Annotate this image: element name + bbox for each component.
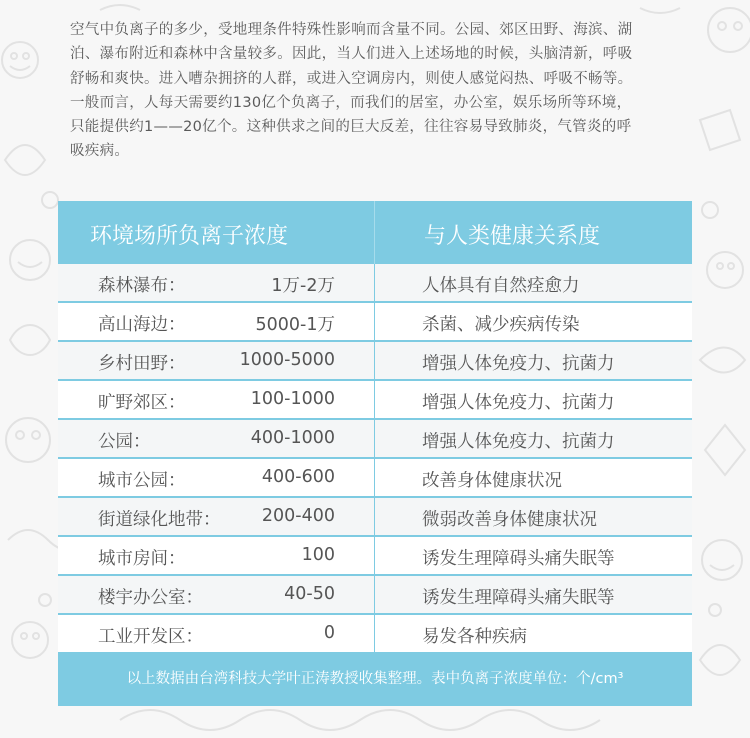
cell-effect: 诱发生理障碍头痛失眠等	[422, 588, 615, 608]
table-row	[58, 615, 692, 654]
cell-effect: 增强人体免疫力、抗菌力	[422, 393, 615, 413]
cell-concentration: 40-50	[284, 584, 335, 604]
intro-paragraph	[70, 18, 690, 164]
table-footnote: 以上数据由台湾科技大学叶正涛教授收集整理。表中负离子浓度单位：个/cm³	[126, 671, 624, 687]
cell-effect: 诱发生理障碍头痛失眠等	[422, 549, 615, 569]
header-health-relation: 与人类健康关系度	[424, 224, 601, 249]
cell-place: 旷野郊区：	[98, 393, 186, 413]
cell-place: 城市公园：	[98, 471, 186, 491]
table-body	[58, 264, 692, 654]
cell-place: 乡村田野：	[98, 354, 186, 374]
table-row	[58, 264, 692, 303]
header-divider	[374, 201, 375, 264]
cell-place: 街道绿化地带：	[98, 510, 221, 530]
cell-concentration: 0	[323, 623, 335, 643]
column-divider	[374, 576, 375, 613]
ion-concentration-table	[58, 201, 692, 706]
cell-concentration: 400-1000	[250, 428, 335, 448]
cell-effect: 杀菌、减少疾病传染	[422, 315, 580, 335]
cell-effect: 增强人体免疫力、抗菌力	[422, 432, 615, 452]
cell-concentration: 100-1000	[250, 389, 335, 409]
cell-effect: 改善身体健康状况	[422, 471, 562, 491]
intro-line: 空气中负离子的多少，受地理条件特殊性影响而含量不同。公园、郊区田野、海滨、湖	[70, 22, 633, 38]
column-divider	[374, 303, 375, 340]
table-header	[58, 201, 692, 264]
column-divider	[374, 381, 375, 418]
column-divider	[374, 615, 375, 652]
cell-concentration: 100	[301, 545, 335, 565]
column-divider	[374, 498, 375, 535]
cell-place: 高山海边：	[98, 315, 186, 335]
table-row	[58, 381, 692, 420]
table-row	[58, 498, 692, 537]
column-divider	[374, 537, 375, 574]
cell-place: 楼宇办公室：	[98, 588, 203, 608]
table-row	[58, 459, 692, 498]
cell-concentration: 400-600	[261, 467, 335, 487]
cell-effect: 人体具有自然痊愈力	[422, 276, 580, 296]
table-row	[58, 342, 692, 381]
cell-place: 工业开发区：	[98, 627, 203, 647]
cell-effect: 易发各种疾病	[422, 627, 527, 647]
cell-concentration: 200-400	[261, 506, 335, 526]
cell-place: 公园：	[98, 432, 151, 452]
intro-line: 吸疾病。	[70, 143, 130, 160]
table-row	[58, 537, 692, 576]
table-row	[58, 420, 692, 459]
column-divider	[374, 420, 375, 457]
column-divider	[374, 264, 375, 301]
table-row	[58, 576, 692, 615]
header-environment: 环境场所负离子浓度	[90, 224, 289, 249]
cell-effect: 增强人体免疫力、抗菌力	[422, 354, 615, 374]
cell-concentration: 1万-2万	[271, 276, 335, 296]
intro-line: 只能提供约1——20亿个。这种供求之间的巨大反差，往往容易导致肺炎，气管炎的呼	[70, 119, 632, 136]
cell-concentration: 1000-5000	[239, 350, 335, 370]
intro-line: 泊、瀑布附近和森林中含量较多。因此，当人们进入上述场地的时候，头脑清新，呼吸	[70, 46, 633, 63]
intro-line: 舒畅和爽快。进入嘈杂拥挤的人群，或进入空调房内，则使人感觉闷热、呼吸不畅等。	[70, 70, 633, 87]
cell-place: 城市房间：	[98, 549, 186, 569]
column-divider	[374, 342, 375, 379]
column-divider	[374, 459, 375, 496]
cell-place: 森林瀑布：	[98, 276, 186, 296]
cell-concentration: 5000-1万	[255, 315, 335, 335]
table-row	[58, 303, 692, 342]
cell-effect: 微弱改善身体健康状况	[422, 510, 597, 530]
intro-line: 一般而言，人每天需要约130亿个负离子，而我们的居室，办公室，娱乐场所等环境，	[70, 94, 632, 111]
